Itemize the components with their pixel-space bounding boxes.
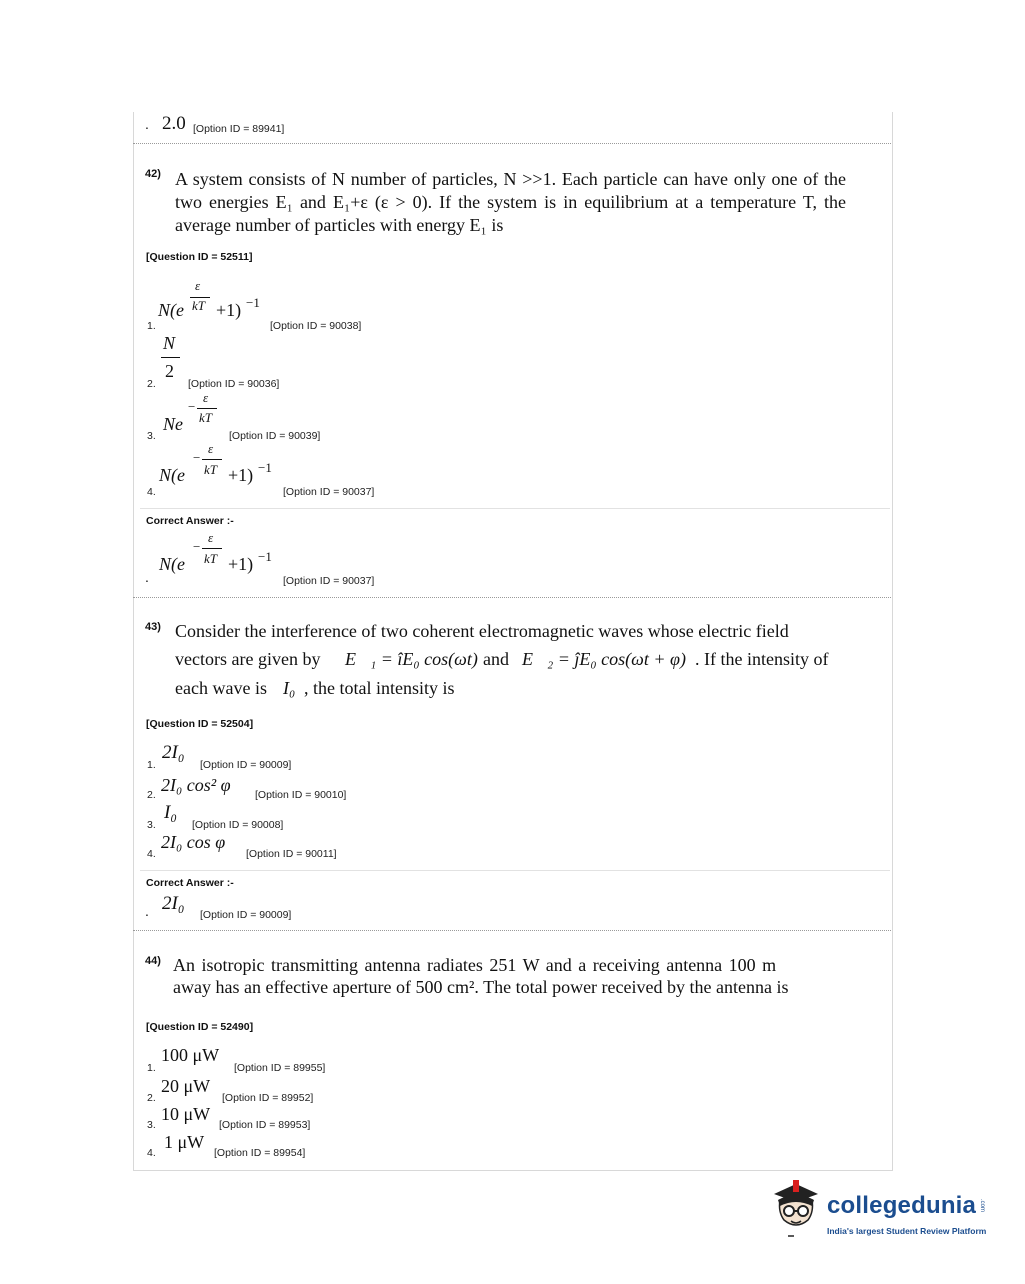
question-number: 42)	[145, 168, 161, 180]
option-number: 4.	[147, 1147, 156, 1159]
fraction-bar	[161, 357, 180, 358]
brand-suffix: .com	[979, 1199, 985, 1213]
option-id: [Option ID = 90009]	[200, 759, 292, 771]
option-number: 3.	[147, 430, 156, 442]
option-expression: 20 μW	[161, 1076, 211, 1096]
option-number: 1.	[147, 759, 156, 771]
prev-answer-option-id: [Option ID = 89941]	[193, 123, 285, 135]
option-id: [Option ID = 89954]	[214, 1147, 306, 1159]
prev-answer-value: 2.0	[162, 113, 186, 134]
option-number: 2.	[147, 1092, 156, 1104]
option-expression: 100 μW	[161, 1045, 220, 1065]
question-text-line-3a: each wave is	[175, 678, 267, 698]
brand-tagline: India's largest Student Review Platform	[827, 1226, 987, 1236]
option-expression: 1 μW	[164, 1132, 205, 1152]
mascot-icon	[768, 1178, 824, 1240]
option-expression: 2I₀ cos² φ	[161, 775, 231, 795]
correct-answer-label: Correct Answer :-	[146, 515, 234, 527]
option-id: [Option ID = 90009]	[200, 909, 292, 921]
math-exponent: −1	[258, 549, 272, 564]
question-text-line-1: An isotropic transmitting antenna radiates 251 W and a receiving antenna 100 m	[173, 955, 777, 975]
math-epsilon: ε	[203, 390, 209, 405]
separator	[133, 597, 891, 598]
math-e2: E⃗₂ = ĵE₀ cos(ωt + φ)	[522, 649, 686, 669]
divider	[140, 508, 890, 509]
option-id: [Option ID = 90011]	[246, 848, 337, 860]
math-N: N	[163, 333, 176, 353]
math-plus-one: +1)	[228, 554, 254, 574]
math-I0: I₀	[283, 678, 296, 698]
option-id: [Option ID = 89955]	[234, 1062, 326, 1074]
option-number: 4.	[147, 848, 156, 860]
math-epsilon: ε	[208, 441, 214, 456]
question-id: [Question ID = 52504]	[146, 718, 254, 730]
question-id: [Question ID = 52511]	[146, 251, 253, 263]
option-expression: 10 μW	[161, 1104, 211, 1124]
math-two: 2	[165, 361, 174, 381]
option-id: [Option ID = 89952]	[222, 1092, 314, 1104]
question-number: 44)	[145, 955, 161, 967]
math-N-open: N(e	[159, 465, 185, 485]
math-kT: kT	[204, 462, 217, 477]
math-Ne: Ne	[163, 414, 183, 434]
question-text-line-2a: vectors are given by	[175, 649, 321, 669]
math-N-open: N(e	[159, 554, 185, 574]
option-id: [Option ID = 89953]	[219, 1119, 311, 1131]
math-minus: −	[188, 399, 196, 414]
option-number: 1.	[147, 320, 156, 332]
option-id: [Option ID = 90039]	[229, 430, 321, 442]
option-number: 2.	[147, 789, 156, 801]
option-id: [Option ID = 90008]	[192, 819, 284, 831]
correct-expression: 2I₀	[162, 893, 185, 914]
math-kT: kT	[192, 298, 205, 313]
question-id: [Question ID = 52490]	[146, 1021, 254, 1033]
option-id: [Option ID = 90036]	[188, 378, 280, 390]
math-plus-one: +1)	[228, 465, 254, 485]
math-plus-one: +1)	[216, 300, 242, 320]
math-epsilon: ε	[208, 530, 214, 545]
option-number: 2.	[147, 378, 156, 390]
math-kT: kT	[199, 410, 212, 425]
math-minus: −	[193, 450, 201, 465]
fraction-bar	[197, 408, 217, 409]
option-id: [Option ID = 90037]	[283, 575, 375, 587]
math-N-open: N(e	[158, 300, 184, 320]
correct-bullet: .	[145, 903, 149, 919]
fraction-bar	[202, 459, 222, 460]
question-text-line-3b: , the total intensity is	[304, 678, 455, 698]
option-id: [Option ID = 90038]	[270, 320, 362, 332]
correct-answer-label: Correct Answer :-	[146, 877, 234, 889]
option-expression: I₀	[164, 802, 177, 823]
option-number: 1.	[147, 1062, 156, 1074]
question-number: 43)	[145, 621, 161, 633]
option-id: [Option ID = 90010]	[255, 789, 347, 801]
fraction-bar	[202, 548, 222, 549]
math-exponent: −1	[246, 295, 260, 310]
brand-name: collegedunia	[827, 1192, 977, 1219]
question-text-line-2b: . If the intensity of	[695, 649, 829, 669]
question-text-line-2: away has an effective aperture of 500 cm². The total power received by the antenna is	[173, 977, 789, 997]
separator	[133, 143, 891, 144]
math-exponent: −1	[258, 460, 272, 475]
option-number: 3.	[147, 1119, 156, 1131]
question-text-and: and	[483, 649, 509, 669]
math-minus: −	[193, 539, 201, 554]
option-number: 4.	[147, 486, 156, 498]
math-kT: kT	[204, 551, 217, 566]
separator	[133, 930, 891, 931]
option-expression: 2I₀	[162, 742, 185, 763]
option-expression: 2I₀ cos φ	[161, 832, 226, 852]
question-text-line-1: Consider the interference of two coherent electromagnetic waves whose electric field	[175, 621, 789, 641]
math-e1: E⃗₁ = îE₀ cos(ωt)	[345, 649, 478, 669]
prev-answer-bullet: .	[145, 116, 149, 132]
correct-bullet: .	[145, 569, 149, 585]
divider	[140, 870, 890, 871]
question-text: A system consists of N number of particles, N >>1. Each particle can have only one of the two energies E₁ and E₁+ε (ε > 0). If the system is in equilibrium at a temperature T, the average number of particles with energy E₁ is	[175, 169, 846, 235]
option-id: [Option ID = 90037]	[283, 486, 375, 498]
option-number: 3.	[147, 819, 156, 831]
math-epsilon: ε	[195, 278, 201, 293]
